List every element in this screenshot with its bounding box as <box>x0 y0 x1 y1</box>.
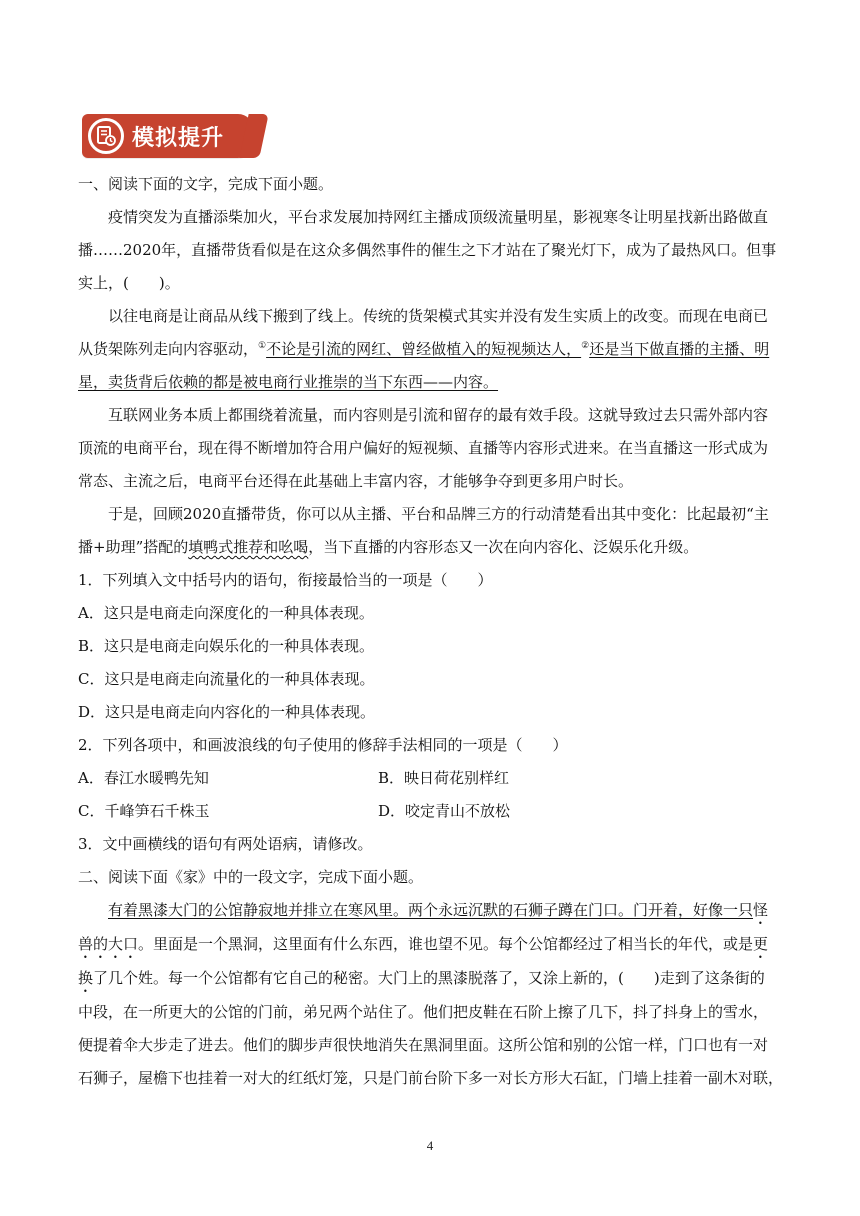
question-2-options-row <box>78 795 784 828</box>
wavy-underlined-phrase: 填鸭式推荐和吆喝 <box>188 538 309 556</box>
paragraph-line: 顶流的电商平台，现在得不断增加符合用户偏好的短视频、直播等内容形式进来。在当直播这一形式成为 <box>78 439 769 457</box>
paragraph-line: 互联网业务本质上都围绕着流量，而内容则是引流和留存的最有效手段。这就导致过去只需外部内容 <box>108 406 769 424</box>
text-segment: 从货架陈列走向内容驱动， <box>78 340 259 358</box>
paragraph-line <box>78 531 784 564</box>
marker-1: ① <box>258 341 267 351</box>
question-1-option-d: D．这只是电商走向内容化的一种具体表现。 <box>78 703 376 721</box>
question-3-stem: 3．文中画横线的语句有两处语病，请修改。 <box>78 835 373 853</box>
page-number: 4 <box>426 1138 434 1153</box>
section1-heading: 一、阅读下面的文字，完成下面小题。 <box>78 175 334 193</box>
question-1-option-b: B．这只是电商走向娱乐化的一种具体表现。 <box>78 637 375 655</box>
paragraph-line: 于是，回顾2020直播带货，你可以从主播、平台和品牌三方的行动清楚看出其中变化：比起最初“主 <box>108 505 769 523</box>
dotted-text: 换 <box>78 969 94 987</box>
paragraph-line: 中段，在一所更大的公馆的门前，弟兄两个站住了。他们把皮鞋在石阶上擦了几下，抖了抖身上的雪水， <box>78 1003 769 1021</box>
dotted-text: 兽的大口 <box>78 935 139 953</box>
question-2-stem: 2．下列各项中，和画波浪线的句子使用的修辞手法相同的一项是（ ） <box>78 736 568 754</box>
paragraph-line: 石狮子，屋檐下也挂着一对大的红纸灯笼，只是门前台阶下多一对长方形大石缸，门墙上挂着一副木对联， <box>78 1069 784 1087</box>
underlined-sentence-2: 还是当下做直播的主播、明 <box>589 340 770 358</box>
paragraph-line: 疫情突发为直播添柴加火，平台求发展加持网红主播成顶级流量明星，影视寒冬让明星找新出路做直 <box>108 208 769 226</box>
paragraph-line <box>78 894 784 928</box>
marker-2: ② <box>581 341 590 351</box>
underlined-sentence-2-cont: 星，卖货背后依赖的都是被电商行业推崇的当下东西 <box>78 373 424 391</box>
paragraph-line <box>78 366 784 399</box>
paragraph-line: 常态、主流之后，电商平台还得在此基础上丰富内容，才能够争夺到更多用户时长。 <box>78 472 634 490</box>
question-1-option-c: C．这只是电商走向流量化的一种具体表现。 <box>78 670 375 688</box>
paragraph-line: 播……2020年，直播带货看似是在这众多偶然事件的催生之下才站在了聚光灯下，成为了最热风口。但事 <box>78 241 777 259</box>
text-segment: 。里面是一个黑洞，这里面有什么东西，谁也望不见。每个公馆都经过了相当长的年代，或是 <box>138 935 754 953</box>
question-2-option-b: B．映日荷花别样红 <box>378 769 510 787</box>
paragraph-line: 实上，( )。 <box>78 274 180 292</box>
dotted-text: 怪 <box>753 901 769 919</box>
question-2-options-row <box>78 762 784 795</box>
question-1-stem: 1．下列填入文中括号内的语句，衔接最恰当的一项是（ ） <box>78 571 493 589</box>
paragraph-line <box>78 962 784 996</box>
underlined-sentence: 有着黑漆大门的公馆静寂地并排立在寒风里。两个永远沉默的石狮子蹲在门口。门开着，好像一只 <box>108 901 754 919</box>
paragraph-line <box>78 928 784 962</box>
underlined-sentence-1: 不论是引流的网红、曾经做植入的短视频达人， <box>266 340 582 358</box>
underlined-sentence-2-end: ——内容。 <box>423 373 499 391</box>
section-badge <box>82 114 254 158</box>
text-segment: 了几个姓。每一个公馆都有它自己的秘密。大门上的黑漆脱落了，又涂上新的，( )走到了这条街的 <box>93 969 765 987</box>
badge-title: 模拟提升 <box>132 126 225 151</box>
text-segment: 播+助理”搭配的 <box>78 538 189 556</box>
dotted-text: 更 <box>753 935 769 953</box>
document-clock-icon <box>88 118 124 154</box>
question-2-option-c: C．千峰笋石千株玉 <box>78 802 210 820</box>
paragraph-line: 以往电商是让商品从线下搬到了线上。传统的货架模式其实并没有发生实质上的改变。而现在电商已 <box>108 307 769 325</box>
paragraph-line: 便提着伞大步走了进去。他们的脚步声很快地消失在黑洞里面。这所公馆和别的公馆一样，门口也有一对 <box>78 1036 769 1054</box>
question-2-option-d: D．咬定青山不放松 <box>378 802 511 820</box>
paragraph-line <box>78 333 784 366</box>
document-body <box>78 168 784 1095</box>
text-segment: ，当下直播的内容形态又一次在向内容化、泛娱乐化升级。 <box>308 538 699 556</box>
section2-heading: 二、阅读下面《家》中的一段文字，完成下面小题。 <box>78 868 424 886</box>
question-2-option-a: A．春江水暖鸭先知 <box>78 769 209 787</box>
question-1-option-a: A．这只是电商走向深度化的一种具体表现。 <box>78 604 374 622</box>
